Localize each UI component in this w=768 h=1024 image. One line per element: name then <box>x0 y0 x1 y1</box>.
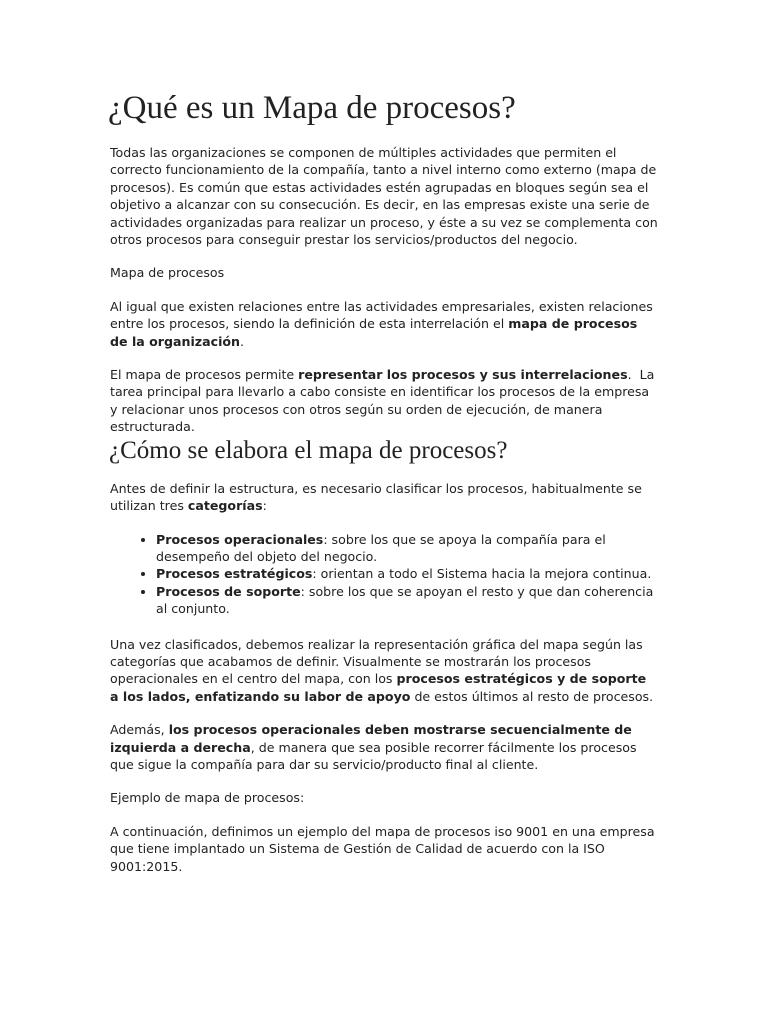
permite-paragraph <box>110 366 658 436</box>
ademas-bold: los procesos operacionales deben mostrarse secuencialmente de izquierda a derecha <box>110 722 632 755</box>
relaciones-end: . <box>240 333 245 349</box>
ademas-text: Además, <box>110 722 169 738</box>
section-title-elabora: ¿Cómo se elabora el mapa de procesos? <box>109 436 508 464</box>
list-item <box>156 565 658 582</box>
ademas-end: , de manera que sea posible recorrer fácilmente los procesos que sigue la compañía para dar su servicio/producto final al cliente. <box>110 739 637 772</box>
category-desc: : sobre los que se apoyan el resto y que dan coherencia al conjunto. <box>156 583 654 617</box>
antes-bold: categorías <box>187 498 263 514</box>
relaciones-text: Al igual que existen relaciones entre las actividades empresariales, existen relaciones entre los procesos, siendo la definición de esta interrelación el <box>110 298 653 332</box>
category-name: Procesos de soporte <box>156 583 301 599</box>
permite-text: El mapa de procesos permite <box>110 367 299 383</box>
clasificados-text: Una vez clasificados, debemos realizar la representación gráfica del mapa según las categorías que acabamos de definir. Visualmente se mostrarán los procesos operacionales en el centro del mapa, con los <box>110 636 643 687</box>
relaciones-paragraph <box>110 298 658 350</box>
intro-paragraph: Todas las organizaciones se componen de múltiples actividades que permiten el correcto funcionamiento de la compañía, tanto a nivel interno como externo (mapa de procesos). Es común que estas actividades estén agrupadas en bloques según sea el objetivo a alcanzar con su consecución. Es decir, en las empresas existe una serie de actividades organizadas para realizar un proceso, y éste a su vez se complementa con otros procesos para conseguir prestar los servicios/productos del negocio. <box>110 145 658 248</box>
category-name: Procesos estratégicos <box>156 566 313 582</box>
clasificados-end: de estos últimos al resto de procesos. <box>410 688 654 704</box>
category-desc: : sobre los que se apoya la compañía para el desempeño del objeto del negocio. <box>156 531 606 564</box>
mapa-subheading: Mapa de procesos <box>110 265 225 281</box>
permite-bold: representar los procesos y sus interrelaciones <box>298 367 628 383</box>
category-name: Procesos operacionales <box>156 531 324 547</box>
page-title: ¿Qué es un Mapa de procesos? <box>108 90 516 126</box>
permite-end: . La tarea principal para llevarlo a cabo consiste en identificar los procesos de la empresa y relacionar unos procesos con otros según su orden de ejecución, de manera estructurada. <box>110 367 659 435</box>
ejemplo-label: Ejemplo de mapa de procesos: <box>110 790 305 806</box>
categories-list <box>110 531 658 618</box>
list-item <box>156 531 658 566</box>
document-page <box>110 88 658 891</box>
relaciones-bold: mapa de procesos de la organización <box>110 316 638 349</box>
antes-paragraph <box>110 480 658 515</box>
category-desc: : orientan a todo el Sistema hacia la mejora continua. <box>312 566 652 582</box>
clasificados-bold: procesos estratégicos y de soporte a los lados, enfatizando su labor de apoyo <box>110 671 647 704</box>
list-item <box>156 583 658 618</box>
antes-text: Antes de definir la estructura, es necesario clasificar los procesos, habitualmente se utilizan tres <box>110 480 642 514</box>
continuacion-paragraph: A continuación, definimos un ejemplo del mapa de procesos iso 9001 en una empresa que tiene implantado un Sistema de Gestión de Calidad de acuerdo con la ISO 9001:2015. <box>110 823 655 874</box>
ademas-paragraph <box>110 721 658 773</box>
clasificados-paragraph <box>110 636 658 706</box>
antes-end: : <box>262 498 267 514</box>
